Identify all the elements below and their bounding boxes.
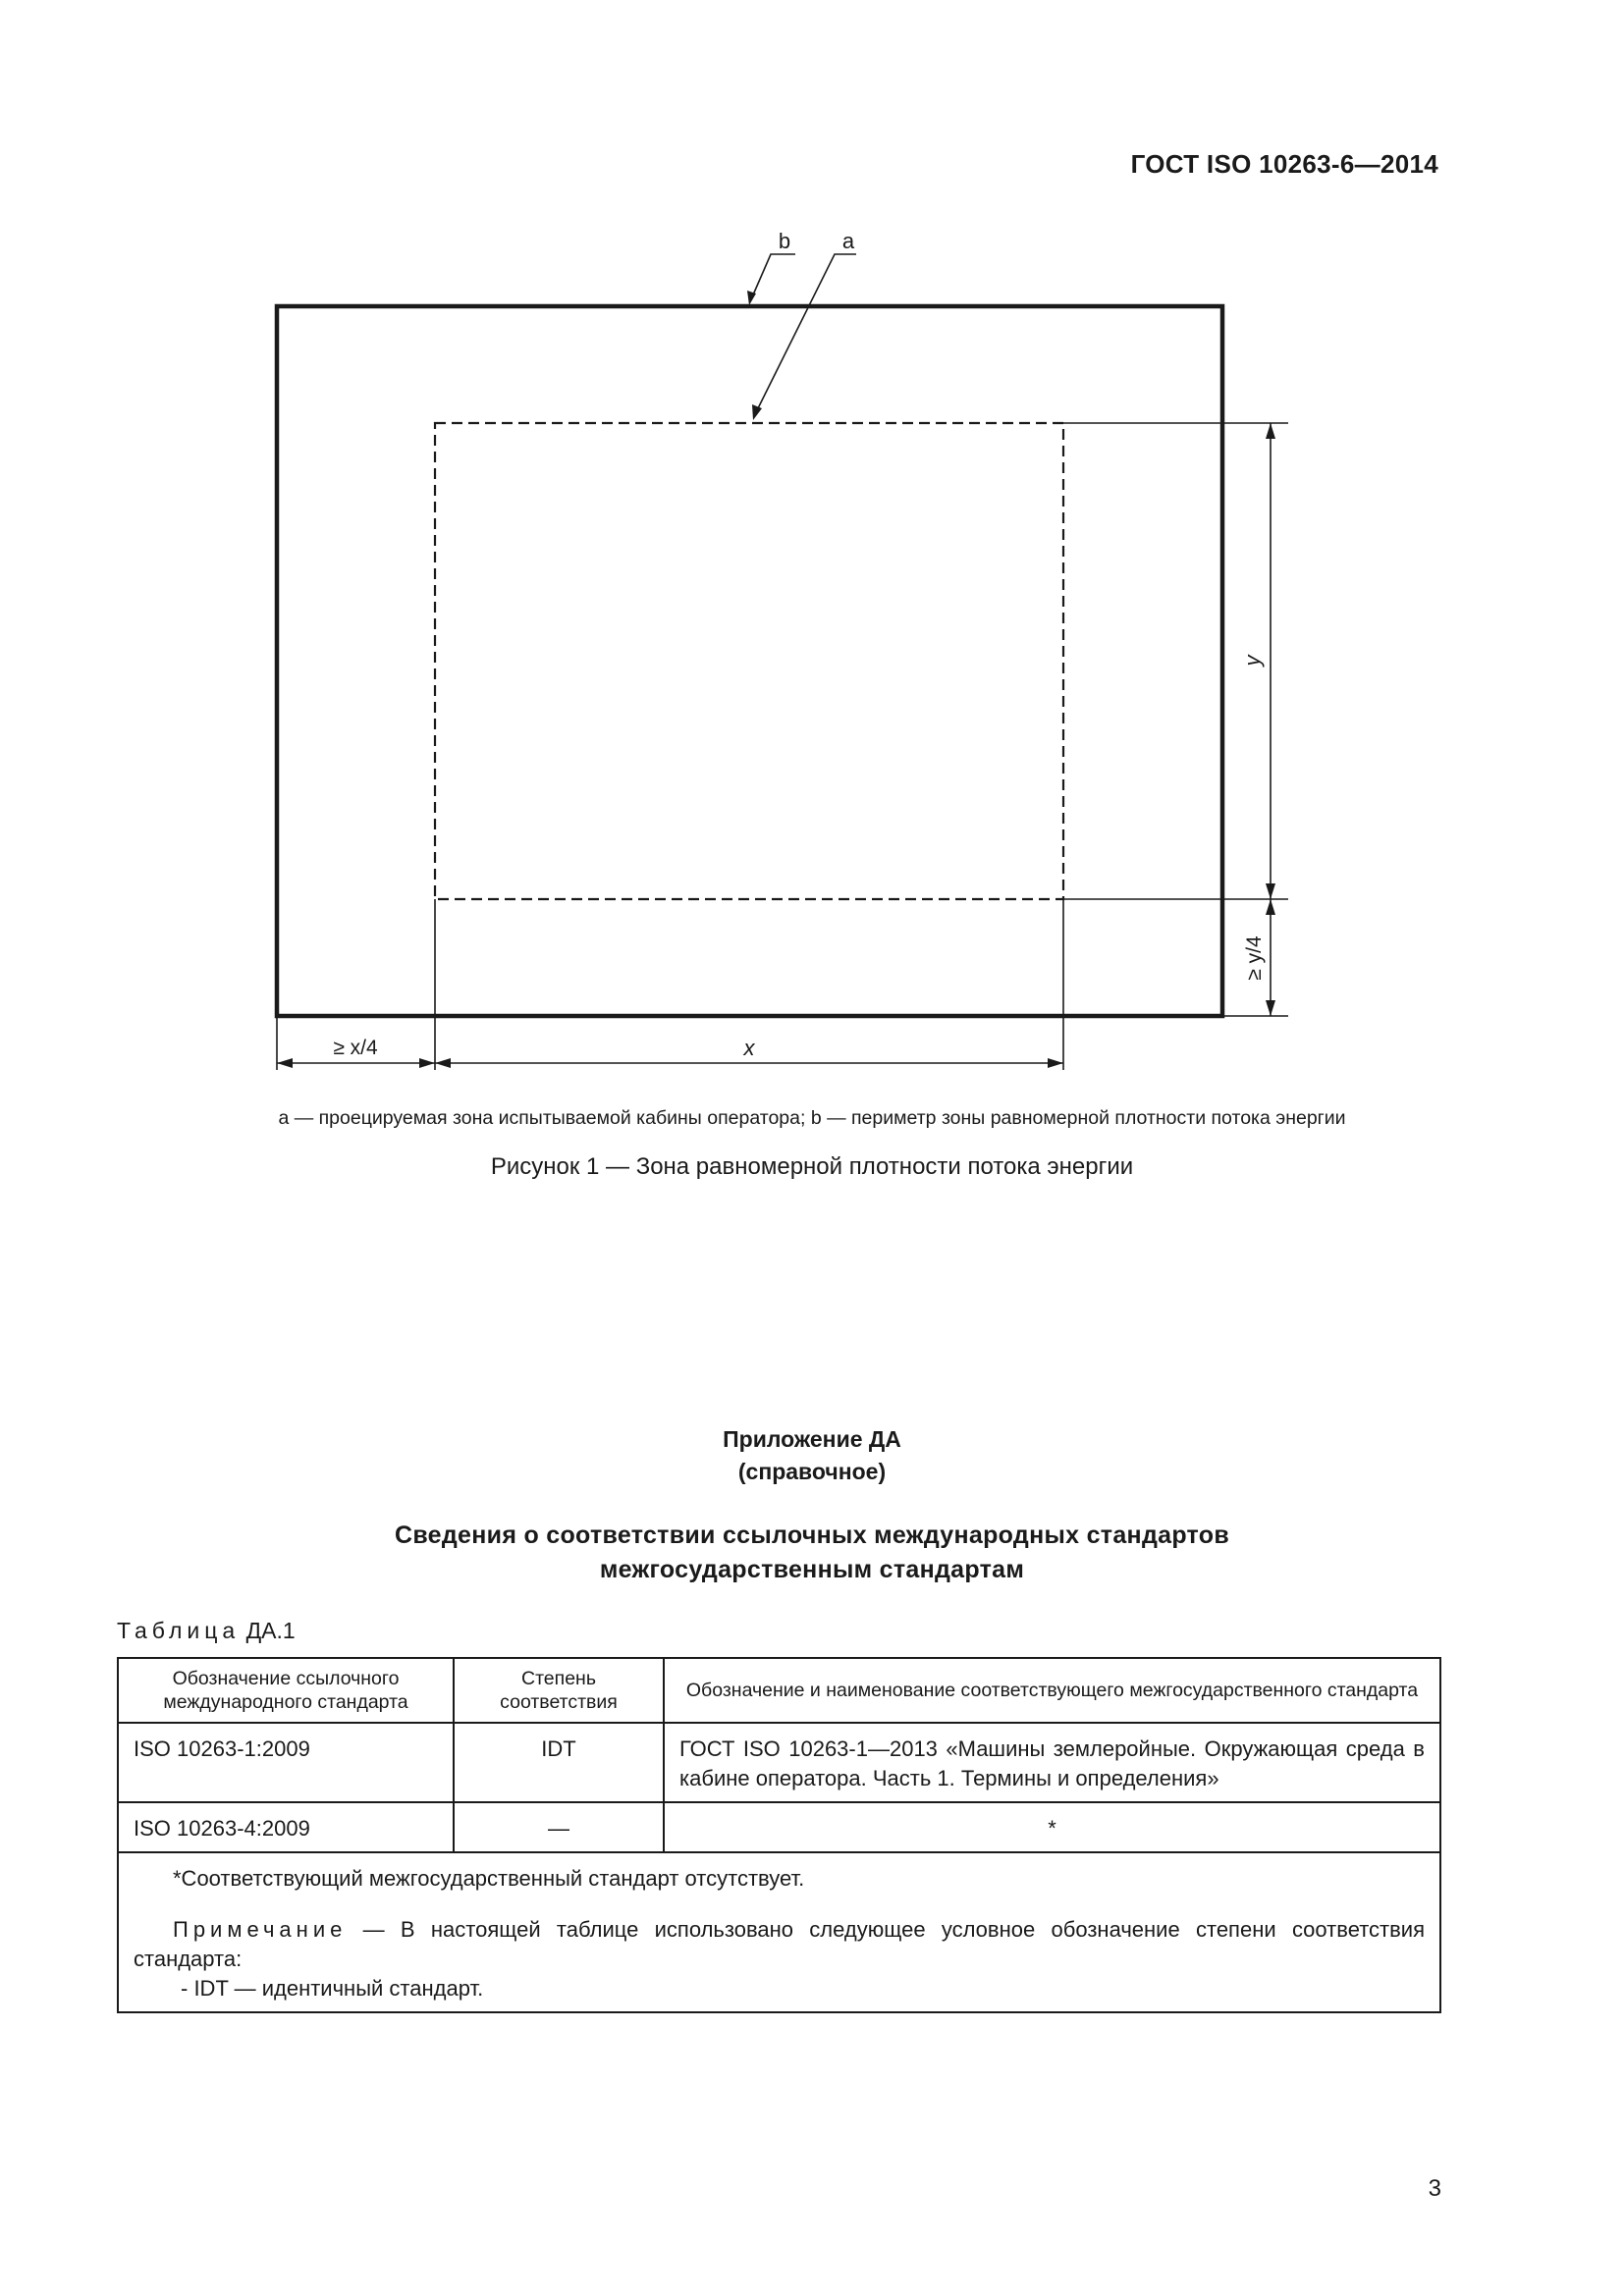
- leader-line-b: [751, 254, 795, 299]
- standards-correspondence-table: [117, 1657, 1441, 2013]
- perimeter-rectangle: [277, 306, 1222, 1016]
- annex-heading-line-2: межгосударственным стандартам: [599, 1556, 1025, 1583]
- note-list-item: - IDT — идентичный стандарт.: [181, 1976, 484, 2001]
- dim-arrow-y-bottom: [1266, 883, 1275, 899]
- dimension-y4-label: ≥ y/4: [1243, 935, 1266, 981]
- label-a: a: [841, 229, 855, 253]
- table-footnote: *Соответствующий межгосударственный стандарт отсутствует.: [173, 1866, 805, 1891]
- cell-interstate-standard: ГОСТ ISO 10263-1—2013 «Машины землеройные. Окружающая среда в кабине оператора. Часть 1. Термины и определения»: [664, 1723, 1440, 1802]
- figure-uniform-energy-zone: [0, 0, 1624, 1080]
- dimension-x-label: x: [743, 1036, 755, 1060]
- annex-title: [0, 1423, 1624, 1488]
- annex-heading: [0, 1519, 1624, 1587]
- annex-status-line: (справочное): [737, 1459, 887, 1484]
- arrowhead-a: [752, 404, 762, 420]
- document-code-header: ГОСТ ISO 10263-6—2014: [1130, 149, 1438, 179]
- annex-title-line: Приложение ДА: [723, 1426, 901, 1452]
- table-header-row: [118, 1658, 1440, 1723]
- table-row: [118, 1802, 1440, 1852]
- label-b: b: [778, 229, 791, 253]
- projected-zone-rectangle: [435, 423, 1063, 899]
- dim-arrow-y-top: [1266, 423, 1275, 439]
- table-notes-row: [118, 1852, 1440, 2012]
- header-international-standard: Обозначение ссылочного международного стандарта: [118, 1658, 454, 1723]
- leader-line-a: [756, 254, 856, 412]
- note-label: Примечание: [173, 1917, 348, 1942]
- figure-caption: Рисунок 1 — Зона равномерной плотности потока энергии: [490, 1153, 1134, 1180]
- dim-arrow-x-left: [435, 1058, 451, 1068]
- cell-interstate-standard: *: [664, 1802, 1440, 1852]
- header-degree-of-correspondence: Степень соответствия: [454, 1658, 664, 1723]
- dim-arrow-y4-top: [1266, 899, 1275, 915]
- table-note: [134, 1915, 1425, 1974]
- cell-international-standard: ISO 10263-4:2009: [118, 1802, 454, 1852]
- table-label-number: ДА.1: [245, 1618, 296, 1643]
- table-label-word: Таблица: [117, 1618, 241, 1643]
- table-notes-cell: [118, 1852, 1440, 2012]
- annex-heading-line-1: Сведения о соответствии ссылочных международных стандартов: [394, 1522, 1230, 1549]
- dim-arrow-x4-right: [419, 1058, 435, 1068]
- dim-arrow-x-right: [1048, 1058, 1063, 1068]
- dimension-x4-label: ≥ x/4: [333, 1037, 378, 1059]
- dim-arrow-y4-bottom: [1266, 1000, 1275, 1016]
- header-interstate-standard: Обозначение и наименование соответствующего межгосударственного стандарта: [664, 1658, 1440, 1723]
- table-row: [118, 1723, 1440, 1802]
- page-number: 3: [1428, 2175, 1441, 2202]
- cell-degree: IDT: [454, 1723, 664, 1802]
- dimension-y-label: y: [1240, 655, 1265, 667]
- dim-arrow-x4-left: [277, 1058, 293, 1068]
- note-text: — В настоящей таблице использовано следующее условное обозначение степени соответствия стандарта:: [134, 1917, 1425, 1971]
- figure-legend: a — проецируемая зона испытываемой кабины оператора; b — периметр зоны равномерной плотности потока энергии: [278, 1107, 1346, 1129]
- table-label: [117, 1618, 296, 1644]
- cell-degree: —: [454, 1802, 664, 1852]
- cell-international-standard: ISO 10263-1:2009: [118, 1723, 454, 1802]
